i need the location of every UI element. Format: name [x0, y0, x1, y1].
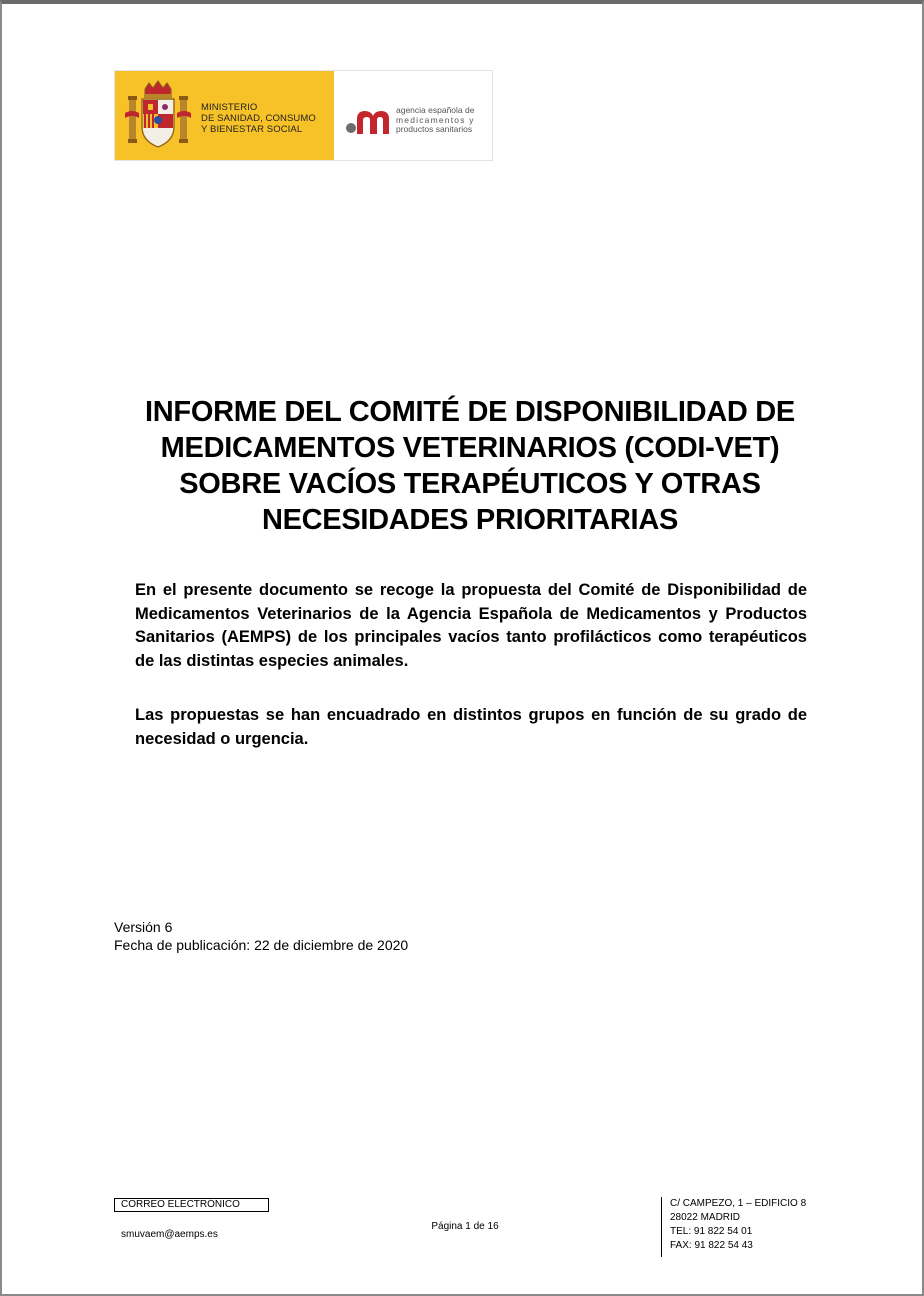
address-line: 28022 MADRID — [670, 1212, 741, 1223]
publication-date: Fecha de publicación: 22 de diciembre de 2020 — [114, 937, 409, 953]
version-info — [114, 918, 408, 954]
header-logos — [114, 70, 493, 161]
ministry-name — [201, 102, 331, 135]
version-label: Versión 6 — [114, 919, 173, 935]
title-line: INFORME DEL COMITÉ DE DISPONIBILIDAD DE — [145, 396, 795, 428]
agency-line: productos sanitarios — [396, 124, 473, 134]
address-line: FAX: 91 822 54 43 — [670, 1240, 753, 1251]
document-title — [100, 394, 840, 538]
ministry-line: MINISTERIO — [201, 102, 258, 113]
address-line: TEL: 91 822 54 01 — [670, 1226, 753, 1237]
intro-paragraph-2: Las propuestas se han encuadrado en distintos grupos en función de su grado de necesidad o urgencia. — [135, 706, 807, 748]
title-line: MEDICAMENTOS VETERINARIOS (CODI-VET) — [160, 432, 780, 464]
title-line: SOBRE VACÍOS TERAPÉUTICOS Y OTRAS — [179, 468, 761, 500]
aemps-logo-icon — [345, 107, 391, 137]
ministry-line: DE SANIDAD, CONSUMO — [201, 113, 316, 124]
email-address: smuvaem@aemps.es — [121, 1229, 218, 1240]
postal-address — [661, 1197, 806, 1257]
intro-paragraph: En el presente documento se recoge la propuesta del Comité de Disponibilidad de Medicamentos Veterinarios de la Agencia Española de Medicamentos y Productos Sanitarios (AEMPS) de los principales vacíos tanto profilácticos como terapéuticos de las distintas especies animales. — [135, 581, 807, 670]
agency-line: agencia española de — [396, 105, 475, 115]
address-line: C/ CAMPEZO, 1 – EDIFICIO 8 — [670, 1198, 807, 1209]
email-label: CORREO ELECTRÓNICO — [114, 1198, 269, 1212]
ministry-line: Y BIENESTAR SOCIAL — [201, 124, 303, 135]
coat-of-arms-icon — [125, 79, 191, 151]
agency-line: medicamentos y — [396, 114, 475, 125]
title-line: NECESIDADES PRIORITARIAS — [261, 504, 679, 536]
ministry-logo — [115, 71, 334, 160]
page-number: Página 1 de 16 — [431, 1221, 499, 1232]
agency-name — [396, 106, 492, 135]
